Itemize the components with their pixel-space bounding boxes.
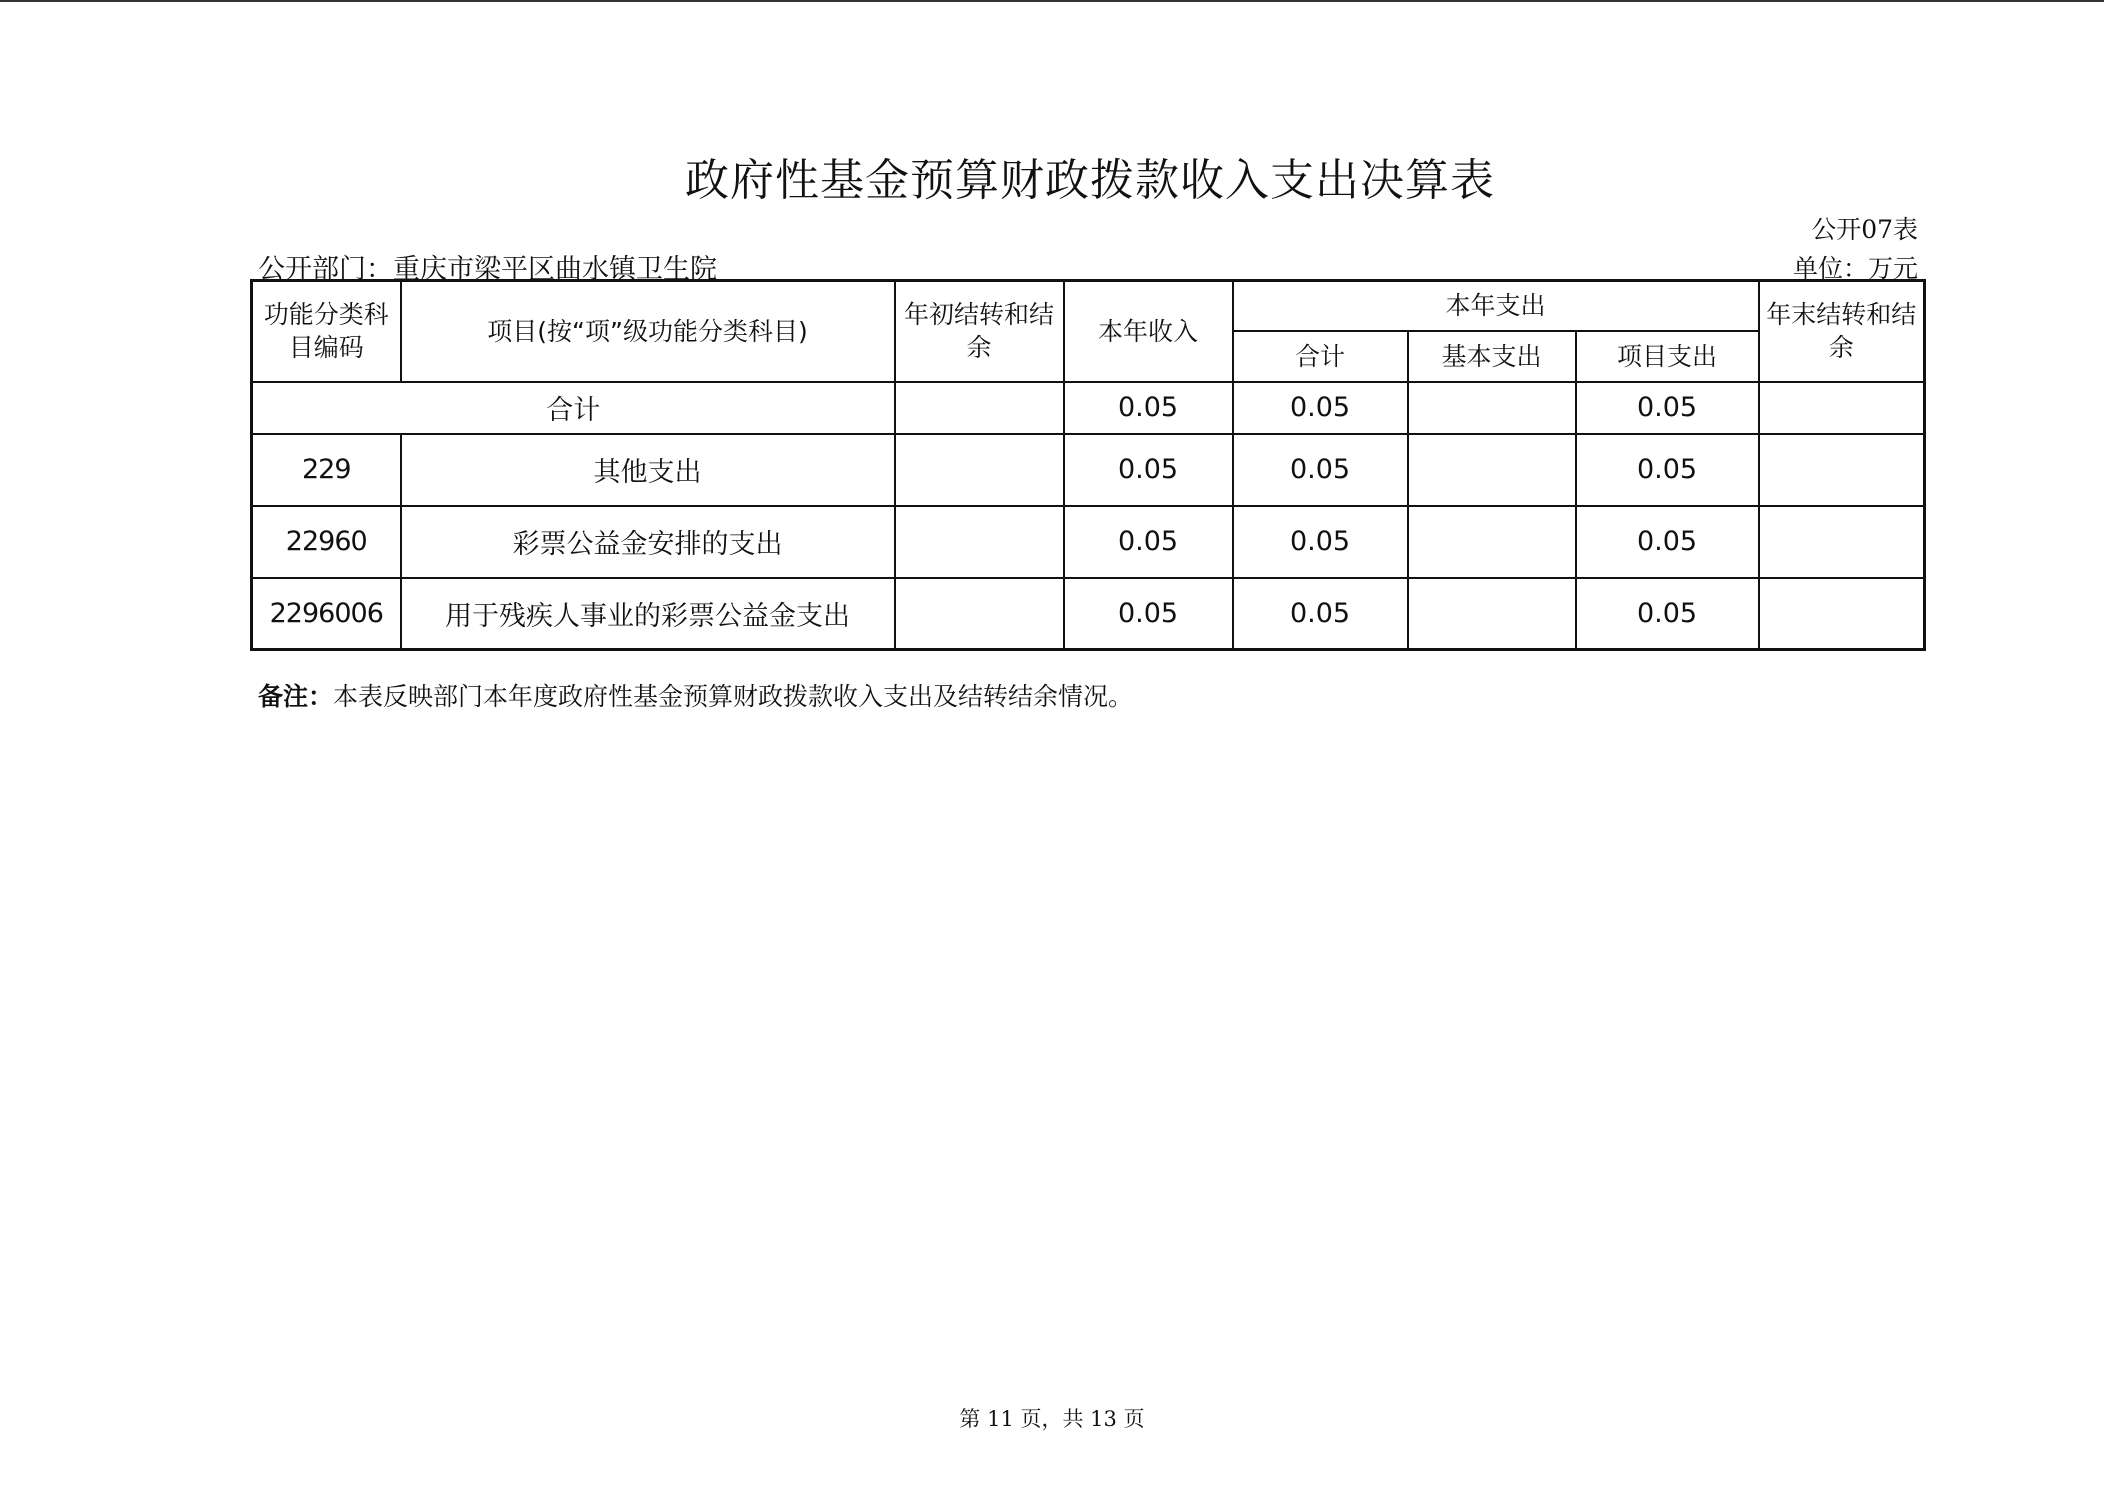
row-exp-project: 0.05 [1576, 434, 1759, 506]
row-exp-project: 0.05 [1576, 578, 1759, 650]
row-exp-total: 0.05 [1233, 434, 1408, 506]
row-income: 0.05 [1064, 506, 1233, 578]
header-code: 功能分类科目编码 [252, 281, 401, 382]
row-income: 0.05 [1064, 434, 1233, 506]
unit-label: 单位：万元 [1792, 254, 1918, 283]
header-end-balance: 年末结转和结余 [1759, 281, 1925, 382]
row-begin-balance [895, 506, 1064, 578]
header-exp-total: 合计 [1233, 331, 1408, 382]
row-name: 用于残疾人事业的彩票公益金支出 [401, 578, 895, 650]
table-row [252, 578, 1925, 650]
row-exp-basic [1408, 434, 1576, 506]
row-code: 2296006 [252, 578, 401, 650]
header-expenditure-group: 本年支出 [1233, 281, 1759, 331]
total-income: 0.05 [1064, 382, 1233, 434]
table-note [258, 677, 1133, 713]
row-exp-basic [1408, 506, 1576, 578]
total-label: 合计 [252, 382, 895, 434]
total-exp-basic [1408, 382, 1576, 434]
note-text: 本表反映部门本年度政府性基金预算财政拨款收入支出及结转结余情况。 [333, 682, 1134, 711]
row-exp-basic [1408, 578, 1576, 650]
department-label: 公开部门：重庆市梁平区曲水镇卫生院 [258, 254, 717, 285]
form-code: 公开07表 [1811, 215, 1918, 244]
row-end-balance [1759, 434, 1925, 506]
row-begin-balance [895, 434, 1064, 506]
note-label: 备注： [258, 682, 334, 711]
document-title: 政府性基金预算财政拨款收入支出决算表 [685, 155, 1495, 206]
row-name: 其他支出 [401, 434, 895, 506]
row-end-balance [1759, 506, 1925, 578]
total-begin-balance [895, 382, 1064, 434]
row-code: 22960 [252, 506, 401, 578]
row-exp-total: 0.05 [1233, 506, 1408, 578]
page-number: 第 11 页，共 13 页 [959, 1407, 1145, 1431]
row-code: 229 [252, 434, 401, 506]
total-exp-project: 0.05 [1576, 382, 1759, 434]
header-begin-balance: 年初结转和结余 [895, 281, 1064, 382]
budget-table [250, 279, 1926, 651]
row-exp-project: 0.05 [1576, 506, 1759, 578]
table-row [252, 434, 1925, 506]
row-begin-balance [895, 578, 1064, 650]
table-row [252, 506, 1925, 578]
header-exp-project: 项目支出 [1576, 331, 1759, 382]
header-exp-basic: 基本支出 [1408, 331, 1576, 382]
header-income: 本年收入 [1064, 281, 1233, 382]
total-end-balance [1759, 382, 1925, 434]
row-name: 彩票公益金安排的支出 [401, 506, 895, 578]
total-row [252, 382, 1925, 434]
row-income: 0.05 [1064, 578, 1233, 650]
total-exp-total: 0.05 [1233, 382, 1408, 434]
top-border-line [0, 0, 2104, 2]
header-item: 项目(按“项”级功能分类科目) [401, 281, 895, 382]
row-exp-total: 0.05 [1233, 578, 1408, 650]
row-end-balance [1759, 578, 1925, 650]
